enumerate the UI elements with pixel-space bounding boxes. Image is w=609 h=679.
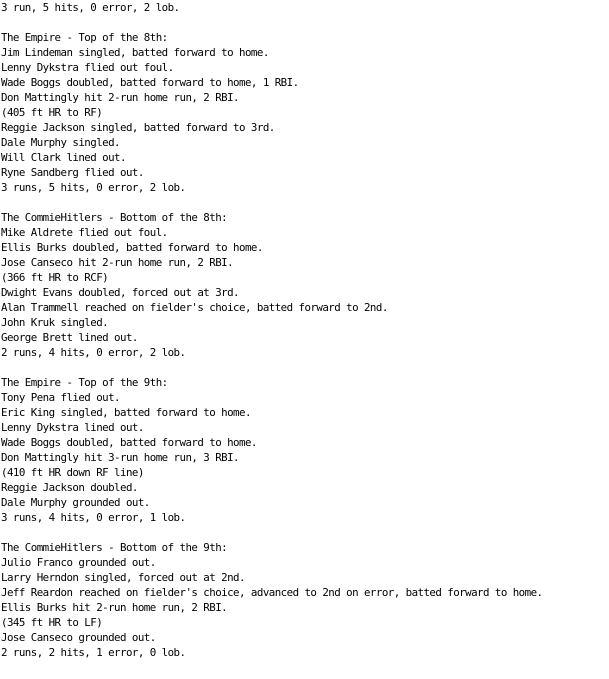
inning-summary: 3 runs, 5 hits, 0 error, 2 lob.: [1, 181, 186, 194]
inning-header: The Empire - Top of the 8th:: [1, 31, 168, 44]
play-line: Julio Franco grounded out.: [1, 556, 156, 569]
play-line: Reggie Jackson singled, batted forward to 3rd.: [1, 121, 275, 134]
play-line: Ellis Burks doubled, batted forward to home.: [1, 241, 263, 254]
play-line: George Brett lined out.: [1, 331, 138, 344]
home-run-distance: (410 ft HR down RF line): [1, 466, 144, 479]
play-line: Tony Pena flied out.: [1, 391, 121, 404]
inning-summary: 2 runs, 4 hits, 0 error, 2 lob.: [1, 346, 186, 359]
play-line: Alan Trammell reached on fielder's choice, batted forward to 2nd.: [1, 301, 388, 314]
play-line: Don Mattingly hit 2-run home run, 2 RBI.: [1, 91, 240, 104]
play-line: John Kruk singled.: [1, 316, 109, 329]
home-run-distance: (366 ft HR to RCF): [1, 271, 109, 284]
inning-header: The CommieHitlers - Bottom of the 9th:: [1, 541, 228, 554]
inning-summary: 2 runs, 2 hits, 1 error, 0 lob.: [1, 646, 186, 659]
section-spacer: [1, 360, 605, 375]
inning-section: [1, 210, 605, 360]
play-line: Dale Murphy grounded out.: [1, 496, 150, 509]
play-line: Ellis Burks hit 2-run home run, 2 RBI.: [1, 601, 228, 614]
play-line: Dale Murphy singled.: [1, 136, 121, 149]
play-line: Wade Boggs doubled, batted forward to home.: [1, 436, 257, 449]
inning-section: [1, 30, 605, 195]
inning-summary: 3 runs, 4 hits, 0 error, 1 lob.: [1, 511, 186, 524]
inning-summary: 3 run, 5 hits, 0 error, 2 lob.: [1, 1, 180, 14]
play-line: Eric King singled, batted forward to home.: [1, 406, 251, 419]
play-line: Jose Canseco grounded out.: [1, 631, 156, 644]
inning-header: The CommieHitlers - Bottom of the 8th:: [1, 211, 228, 224]
home-run-distance: (345 ft HR to LF): [1, 616, 103, 629]
play-line: Jim Lindeman singled, batted forward to home.: [1, 46, 269, 59]
inning-section: [1, 540, 605, 660]
inning-section: [1, 375, 605, 525]
play-line: Lenny Dykstra flied out foul.: [1, 61, 174, 74]
play-line: Wade Boggs doubled, batted forward to home, 1 RBI.: [1, 76, 299, 89]
play-line: Dwight Evans doubled, forced out at 3rd.: [1, 286, 240, 299]
play-line: Jeff Reardon reached on fielder's choice, advanced to 2nd on error, batted forward to home.: [1, 586, 543, 599]
play-line: Reggie Jackson doubled.: [1, 481, 138, 494]
home-run-distance: (405 ft HR to RF): [1, 106, 103, 119]
play-by-play-log: [1, 0, 605, 660]
play-line: Don Mattingly hit 3-run home run, 3 RBI.: [1, 451, 240, 464]
play-line: Larry Herndon singled, forced out at 2nd.: [1, 571, 245, 584]
section-spacer: [1, 195, 605, 210]
play-line: Lenny Dykstra lined out.: [1, 421, 144, 434]
section-spacer: [1, 15, 605, 30]
inning-header: The Empire - Top of the 9th:: [1, 376, 168, 389]
play-line: Jose Canseco hit 2-run home run, 2 RBI.: [1, 256, 234, 269]
play-line: Mike Aldrete flied out foul.: [1, 226, 168, 239]
inning-section: [1, 0, 605, 15]
section-spacer: [1, 525, 605, 540]
play-line: Will Clark lined out.: [1, 151, 126, 164]
play-line: Ryne Sandberg flied out.: [1, 166, 144, 179]
